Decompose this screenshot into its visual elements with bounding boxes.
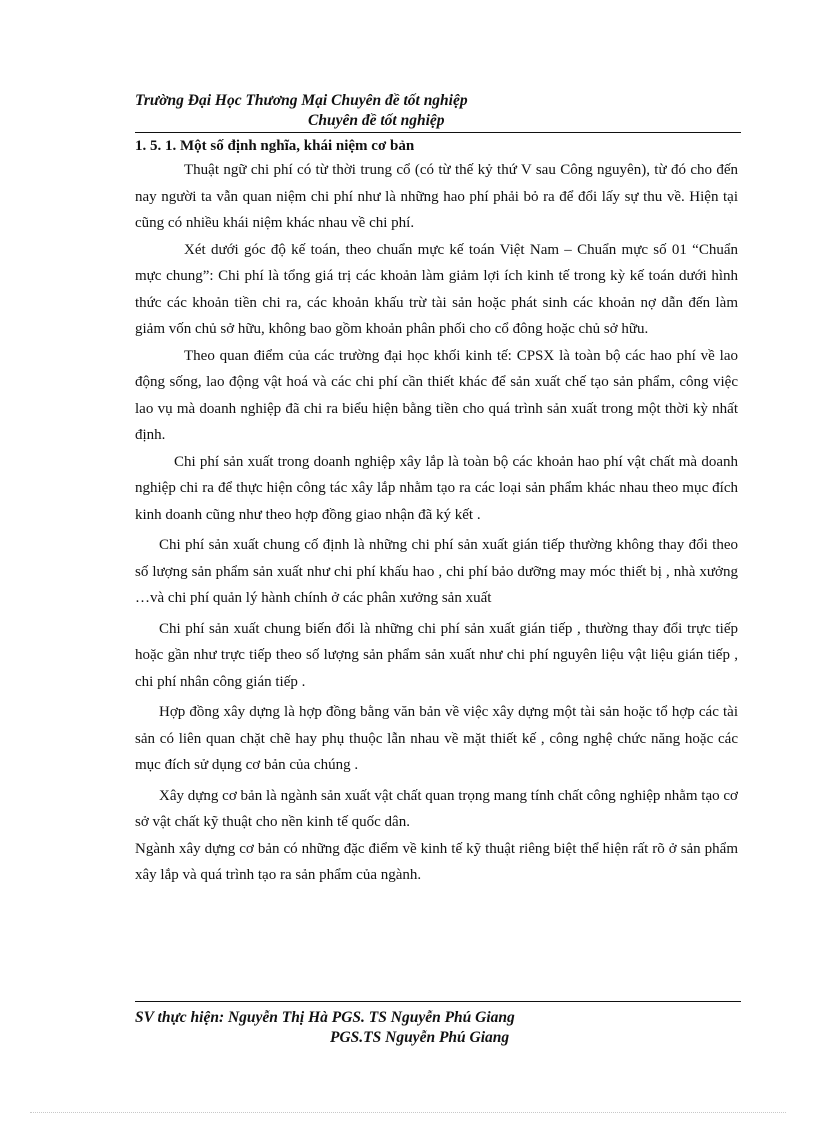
footer-advisor-line: PGS.TS Nguyễn Phú Giang [330, 1029, 510, 1046]
paragraph: Ngành xây dựng cơ bản có những đặc điểm về kinh tế kỹ thuật riêng biệt thể hiện rất rõ ở sản phẩm xây lắp và quá trình tạo ra sản phẩm của ngành. [135, 840, 738, 883]
section-heading: 1. 5. 1. Một số định nghĩa, khái niệm cơ bản [135, 138, 415, 154]
page-bottom-border [30, 1112, 786, 1113]
paragraph: Chi phí sản xuất chung biến đổi là những chi phí sản xuất gián tiếp , thường thay đổi trực tiếp hoặc gần như trực tiếp theo số lượng sản phẩm sản xuất như chi phí nguyên liệu vật liệu gián tiếp , chi phí nhân công gián tiếp . [135, 620, 738, 690]
paragraph: Chi phí sản xuất trong doanh nghiệp xây lắp là toàn bộ các khoản hao phí vật chất mà doanh nghiệp chi ra để thực hiện công tác xây lắp nhằm tạo ra các loại sản phẩm khác nhau theo mục đích kinh doanh cũng như theo hợp đồng giao nhận đã ký kết . [135, 453, 738, 523]
paragraph: Xét dưới góc độ kế toán, theo chuẩn mực kế toán Việt Nam – Chuẩn mực số 01 “Chuẩn mực chung”: Chi phí là tổng giá trị các khoản làm giảm lợi ích kinh tế trong kỳ kế toán dưới hình thức các khoản tiền chi ra, các khoản khấu trừ tài sản hoặc phát sinh các khoản nợ dẫn đến làm giảm vốn chủ sở hữu, không bao gồm khoản phân phối cho cổ đông hoặc chủ sở hữu. [135, 241, 738, 337]
header-divider [135, 132, 741, 133]
footer-divider [135, 1001, 741, 1002]
paragraph: Xây dựng cơ bản là ngành sản xuất vật chất quan trọng mang tính chất công nghiệp nhằm tạo cơ sở vật chất kỹ thuật cho nền kinh tế quốc dân. [135, 787, 738, 830]
header-school-line: Trường Đại Học Thương Mại Chuyên đề tốt nghiệp [135, 92, 468, 109]
paragraph: Hợp đồng xây dựng là hợp đồng bằng văn bản về việc xây dựng một tài sản hoặc tổ hợp các tài sản có liên quan chặt chẽ hay phụ thuộc lẫn nhau về mặt thiết kế , công nghệ chức năng hoặc các mục đích sử dụng cơ bản của chúng . [135, 704, 738, 773]
paragraph: Theo quan điểm của các trường đại học khối kinh tế: CPSX là toàn bộ các hao phí về lao động sống, lao động vật hoá và các chi phí cần thiết khác để sản xuất chế tạo sản phẩm, công việc lao vụ mà doanh nghiệp đã chi ra biểu hiện bằng tiền cho quá trình sản xuất trong một thời kỳ nhất định. [135, 347, 738, 443]
document-body [135, 157, 738, 889]
paragraph: Chi phí sản xuất chung cố định là những chi phí sản xuất gián tiếp thường không thay đổi theo số lượng sản phẩm sản xuất như chi phí khấu hao , chi phí bảo dưỡng may móc thiết bị , nhà xưởng …và chi phí quản lý hành chính ở các phân xưởng sản xuất [135, 537, 738, 606]
header-report-line: Chuyên đề tốt nghiệp [308, 112, 445, 129]
paragraph: Thuật ngữ chi phí có từ thời trung cổ (có từ thế kỷ thứ V sau Công nguyên), từ đó cho đến nay người ta vẫn quan niệm chi phí như là những hao phí phải bỏ ra để đổi lấy sự thu về. Hiện tại cũng có nhiều khái niệm khác nhau về chi phí. [135, 162, 738, 231]
footer-student-line: SV thực hiện: Nguyễn Thị Hà PGS. TS Nguyễn Phú Giang [135, 1009, 515, 1026]
page-header [135, 91, 741, 131]
